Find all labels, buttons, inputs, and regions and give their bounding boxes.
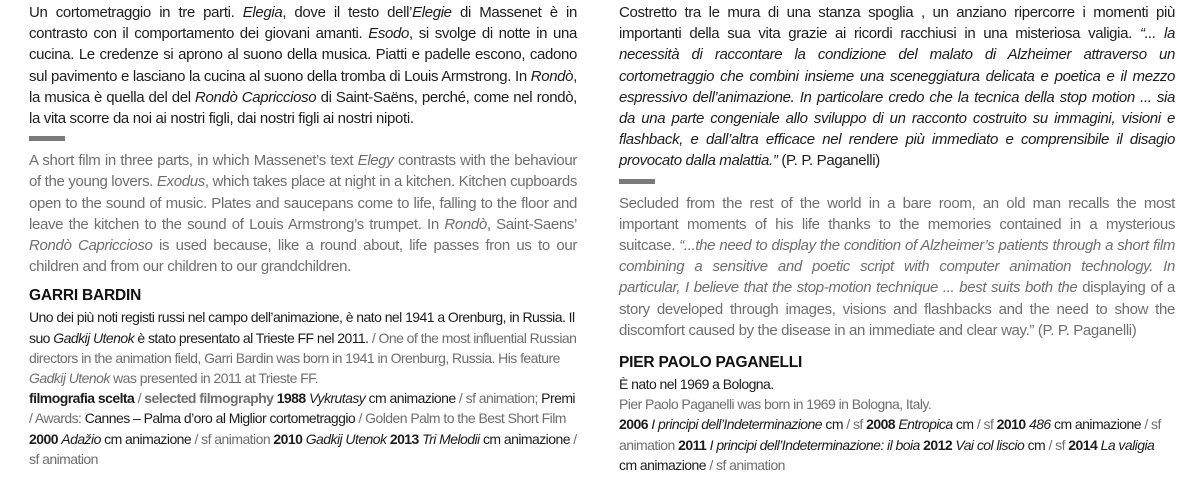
text-run: was presented in 2011 at Trieste FF. — [109, 370, 318, 387]
text-run: Cannes – Palma d’oro al Miglior cortometraggio — [81, 410, 356, 427]
text-run: Tri Melodii — [422, 430, 480, 447]
text-run: cm animazione — [619, 456, 707, 473]
text-run: I principi dell’Indeterminazione: il boia — [709, 436, 920, 453]
director-name: GARRI BARDIN — [29, 287, 142, 305]
text-run: Gadkij Utenok — [53, 329, 135, 346]
text-run: A short film in three parts, in which Massenet’s text — [29, 152, 358, 170]
left-column — [29, 2, 577, 469]
text-run: 2011 — [678, 436, 707, 453]
text-run: Premi — [537, 390, 575, 407]
text-run: I principi dell’Indeterminazione — [651, 416, 823, 433]
text-run: Esodo — [368, 25, 410, 43]
text-run: (P. P. Paganelli) — [777, 152, 880, 170]
text-run: / Golden Palm to the Best Short Film — [355, 410, 566, 427]
text-run: È nato nel 1969 a Bologna. — [619, 376, 774, 393]
text-run: / Awards: — [29, 410, 82, 427]
text-run: 1988 — [276, 390, 306, 407]
text-run: displaying of a story developed through images, visions and flashbacks and the need to show the discomfort caused by the disease in an immediate and clear way.” (P. P. Paganelli) — [619, 279, 1175, 339]
text-run: , Saint-Saens’ — [486, 215, 578, 233]
text-run: di Saint-Saëns, perché, come nel rondò, la vita scorre da noi ai nostri figli, dai nostri figli ai nostri nipoti. — [29, 88, 577, 128]
text-run: 2012 — [923, 436, 953, 453]
text-run: Rondò Capriccioso — [195, 88, 317, 106]
director-bio — [29, 307, 577, 388]
text-run: La valigia — [1100, 436, 1155, 453]
synopsis-italian — [619, 2, 1175, 172]
text-run: / sf animation — [619, 416, 1161, 453]
right-column — [619, 2, 1175, 475]
text-run: / sf — [973, 416, 994, 433]
text-run: 2014 — [1068, 436, 1098, 453]
text-run: Gadkij Utenok — [305, 430, 387, 447]
text-run: Vai col liscio — [955, 436, 1025, 453]
text-run: 2008 — [866, 416, 896, 433]
text-run: “... la necessità di raccontare la condizione del malato di Alzheimer attraverso un cortometraggio che combini insieme una sceneggiatura delicata e poetica e il mezzo espressivo dell’animazione. In particolare credo che la tecnica della stop motion ... sia da una parte congeniale allo sviluppo di un racconto costruito su immagini, visioni e flashback, e dall’altra efficace nel rendere più immediato e comprensibile il disagio provocato dalla malattia.” — [619, 25, 1176, 170]
section-divider — [29, 136, 65, 141]
text-run: cm animazione — [100, 430, 192, 447]
text-run: Costretto tra le mura di una stanza spoglia , un anziano ripercorre i momenti più importanti della sua vita grazie ai ricordi racchiusi in una misteriosa valigia. — [619, 4, 1175, 43]
text-run: , la musica è quella del del — [29, 67, 577, 106]
text-run: Rondò Capriccioso — [29, 237, 153, 255]
text-run: cm animazione — [479, 430, 570, 447]
director-birth-english — [619, 394, 1175, 414]
director-filmography — [619, 414, 1175, 475]
text-run: cm animazione — [365, 390, 456, 407]
text-run: is used because, like a round about, life passes fron us to our children and from our children to our grandchildren. — [29, 237, 578, 276]
text-run: Uno dei più noti registi russi nel campo dell’animazione, è nato nel 1941 a Orenburg, in Russia. Il suo — [29, 309, 575, 346]
director-name: PIER PAOLO PAGANELLI — [619, 354, 803, 372]
text-run: Rondò — [530, 67, 574, 85]
director-birth-italian — [619, 374, 1175, 394]
text-run: cm animazione — [1050, 416, 1142, 433]
section-divider — [619, 179, 655, 184]
text-run: 486 — [1028, 416, 1051, 433]
text-run: selected filmography — [144, 390, 274, 407]
text-run: cm — [1024, 436, 1046, 453]
text-run: cm — [952, 416, 974, 433]
text-run: / sf animation — [706, 456, 785, 473]
text-run: Elegia — [242, 4, 283, 21]
text-run: / sf animation; — [455, 390, 538, 407]
text-run: Un cortometraggio in tre parti. — [29, 4, 243, 21]
text-run: / sf animation — [191, 430, 271, 447]
text-run: Entropica — [898, 416, 953, 433]
text-run: Adažio — [61, 430, 101, 447]
text-run: 2010 — [996, 416, 1026, 433]
text-run: Vykrutasy — [308, 390, 366, 407]
text-run: Pier Paolo Paganelli was born in 1969 in Bologna, Italy. — [619, 396, 932, 413]
text-run: , which takes place at night in a kitchen. Kitchen cupboards open to the sound of music. Plates and saucepans come to life, falling to the floor and leave the kitchen to the sound of Louis Armstrong’s trumpet. In — [29, 173, 578, 233]
text-run: / sf animation — [29, 430, 577, 467]
text-run: Elegy — [357, 152, 394, 170]
text-run: / — [134, 390, 145, 407]
text-run: Gadkij Utenok — [29, 370, 110, 387]
text-run: filmografia scelta — [29, 390, 135, 407]
text-run: / One of the most influential Russian directors in the animation field, Garri Bardin was born in 1941 in Orenburg, Russia. His feature — [29, 329, 577, 366]
director-filmography — [29, 388, 577, 469]
text-run: “...the need to display the condition of Alzheimer’s patients through a short film combining a sensitive and poetic script with computer animation technology. In particular, I believe that the stop-motion technique ... best suits both the — [619, 237, 1175, 297]
synopsis-english — [619, 193, 1175, 341]
text-run: è stato presentato al Trieste FF nel 2011. — [134, 329, 369, 346]
synopsis-english — [29, 150, 577, 277]
text-run: di Massenet è in contrasto con il comportamento dei giovani amanti. — [29, 4, 577, 43]
text-run: Secluded from the rest of the world in a bare room, an old man recalls the most important moments of his life thanks to the memories contained in a mysterious suitcase. — [619, 194, 1175, 255]
text-run: , dove il testo dell’ — [282, 4, 413, 21]
text-run: Rondò — [444, 215, 487, 233]
text-run: 2006 — [619, 416, 648, 433]
text-run: , si svolge di notte in una cucina. Le credenze si aprono al suono della musica. Piatti e padelle escono, cadono sul pavimento e lasciano la cucina al suono della tromba di Louis Armstrong. In — [29, 25, 577, 85]
text-run: Elegie — [412, 4, 452, 21]
synopsis-italian — [29, 2, 577, 129]
text-run: cm — [822, 416, 843, 433]
text-run: 2013 — [389, 430, 419, 447]
text-run: / sf — [1045, 436, 1065, 453]
text-run: / sf — [842, 416, 863, 433]
text-run: contrasts with the behaviour of the young lovers. — [29, 152, 577, 191]
text-run: Exodus — [156, 173, 205, 191]
text-run: 2000 — [29, 430, 58, 447]
text-run: 2010 — [273, 430, 303, 447]
